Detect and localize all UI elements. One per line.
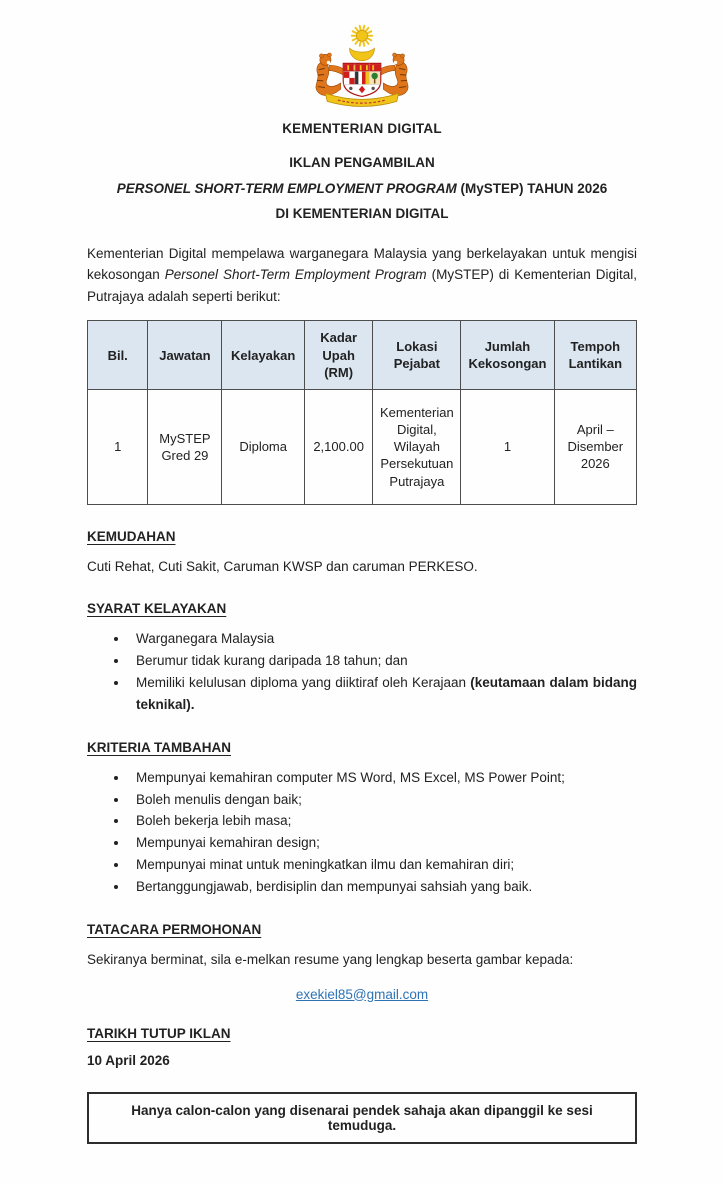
intro-italic: Personel Short-Term Employment Program	[165, 267, 427, 282]
tatacara-body: Sekiranya berminat, sila e-melkan resume yang lengkap beserta gambar kepada:	[87, 949, 637, 971]
shortlist-notice-box: Hanya calon-calon yang disenarai pendek sahaja akan dipanggil ke sesi temuduga.	[87, 1092, 637, 1144]
list-item: • Boleh menulis dengan baik;	[129, 789, 637, 811]
program-title-italic: PERSONEL SHORT-TERM EMPLOYMENT PROGRAM	[117, 181, 457, 196]
list-item: • Boleh bekerja lebih masa;	[129, 810, 637, 832]
program-title-suffix: (MySTEP) TAHUN 2026	[457, 181, 608, 196]
vacancy-table-row	[88, 389, 637, 504]
intro-paragraph	[87, 243, 637, 308]
cell-tempoh: April – Disember 2026	[554, 389, 636, 504]
cell-lokasi: Kementerian Digital, Wilayah Persekutuan Putrajaya	[373, 389, 461, 504]
kriteria-list	[87, 767, 637, 898]
list-item: • Berumur tidak kurang daripada 18 tahun; dan	[129, 650, 637, 672]
closing-date: 10 April 2026	[87, 1053, 637, 1068]
intro-before: Kementerian Digital mempelawa warganegara Malaysia yang berkelayakan untuk mengisi kekosongan	[87, 246, 637, 283]
ministry-name: KEMENTERIAN DIGITAL	[87, 121, 637, 136]
header-crest	[87, 24, 637, 115]
tiger-right	[381, 53, 408, 96]
cell-jawatan: MySTEP Gred 29	[148, 389, 222, 504]
col-kelayakan: Kelayakan	[222, 321, 304, 389]
list-item: • Memiliki kelulusan diploma yang diiktiraf oleh Kerajaan (keutamaan dalam bidang teknikal).	[129, 672, 637, 716]
malaysia-coat-of-arms	[304, 24, 420, 110]
announcement-title: IKLAN PENGAMBILAN	[87, 153, 637, 173]
application-email-link[interactable]: exekiel85@gmail.com	[296, 987, 428, 1002]
kemudahan-body: Cuti Rehat, Cuti Sakit, Caruman KWSP dan caruman PERKESO.	[87, 556, 637, 578]
cell-bil: 1	[88, 389, 148, 504]
location-title: DI KEMENTERIAN DIGITAL	[87, 204, 637, 224]
list-item: • Bertanggungjawab, berdisiplin dan mempunyai sahsiah yang baik.	[129, 876, 637, 898]
col-bil: Bil.	[88, 321, 148, 389]
intro-after: (MySTEP) di Kementerian Digital, Putrajaya adalah seperti berikut:	[87, 267, 637, 304]
heading-tarikh-tutup: TARIKH TUTUP IKLAN	[87, 1026, 637, 1041]
col-tempoh: Tempoh Lantikan	[554, 321, 636, 389]
cell-jumlah: 1	[461, 389, 554, 504]
heading-kriteria-tambahan: KRITERIA TAMBAHAN	[87, 740, 637, 755]
col-kadar-upah: Kadar Upah (RM)	[304, 321, 373, 389]
cell-kelayakan: Diploma	[222, 389, 304, 504]
list-item: • Mempunyai kemahiran design;	[129, 832, 637, 854]
list-item: • Mempunyai minat untuk meningkatkan ilmu dan kemahiran diri;	[129, 854, 637, 876]
heading-tatacara-permohonan: TATACARA PERMOHONAN	[87, 922, 637, 937]
list-item: • Warganegara Malaysia	[129, 628, 637, 650]
col-jawatan: Jawatan	[148, 321, 222, 389]
vacancy-table	[87, 320, 637, 504]
col-lokasi: Lokasi Pejabat	[373, 321, 461, 389]
program-title	[87, 179, 637, 199]
document-title-block	[87, 153, 637, 224]
cell-kadar-upah: 2,100.00	[304, 389, 373, 504]
email-line	[87, 987, 637, 1002]
vacancy-table-header-row	[88, 321, 637, 389]
col-jumlah: Jumlah Kekosongan	[461, 321, 554, 389]
tiger-left	[316, 53, 343, 96]
heading-syarat-kelayakan: SYARAT KELAYAKAN	[87, 601, 637, 616]
list-item: • Mempunyai kemahiran computer MS Word, MS Excel, MS Power Point;	[129, 767, 637, 789]
heading-kemudahan: KEMUDAHAN	[87, 529, 637, 544]
syarat-list	[87, 628, 637, 715]
